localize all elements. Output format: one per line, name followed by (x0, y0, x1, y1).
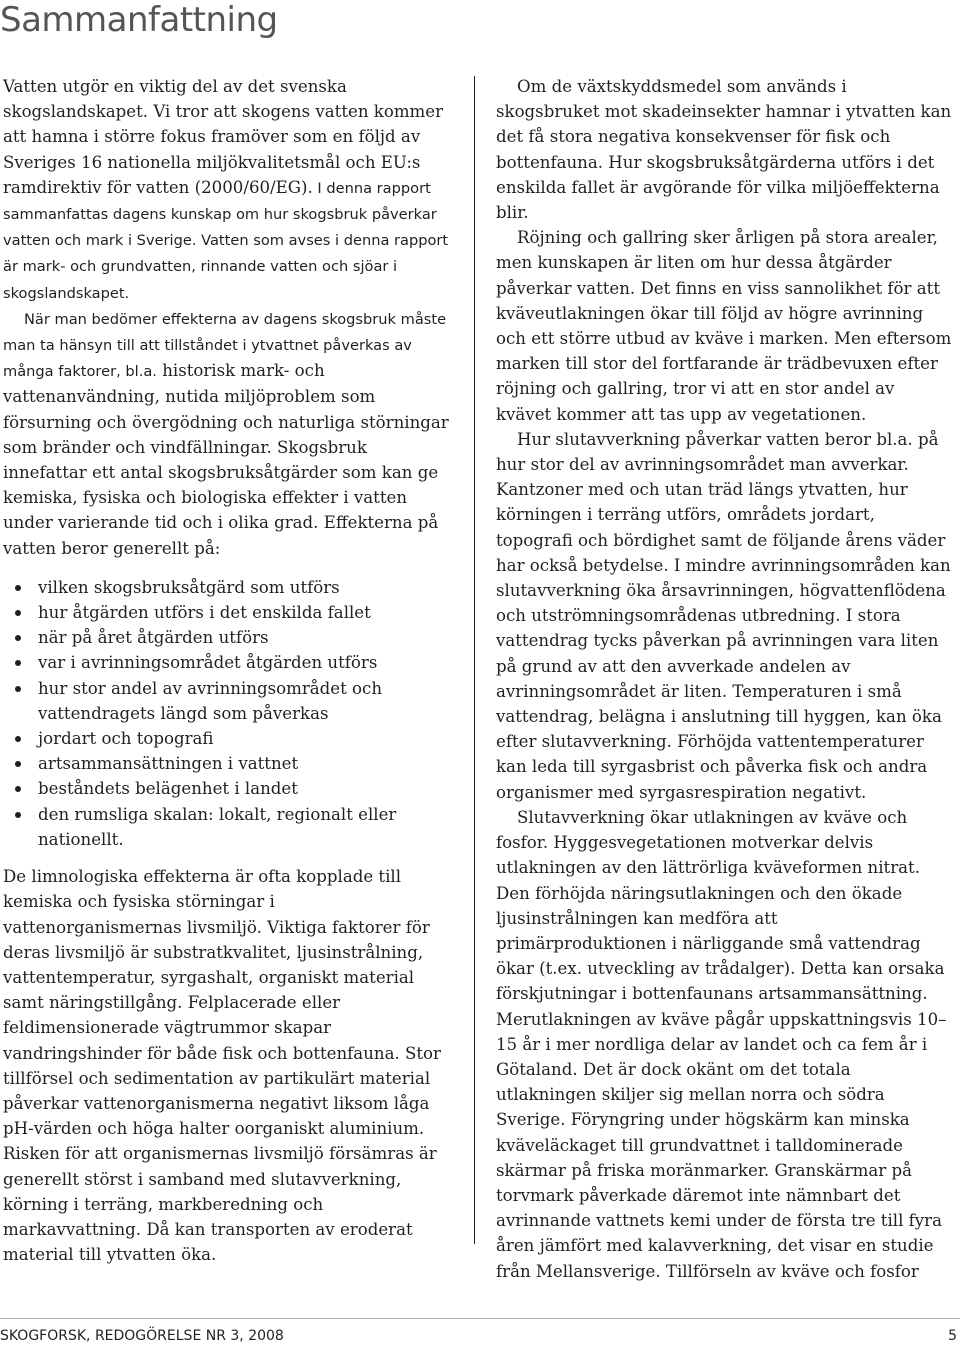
list-item: hur åtgärden utförs i det enskilda fallet (3, 600, 449, 625)
bullet-icon (15, 585, 21, 591)
left-column (3, 74, 449, 1267)
bullet-icon (15, 610, 21, 616)
list-item: beståndets belägenhet i landet (3, 776, 449, 801)
list-item: var i avrinningsområdet åtgärden utförs (3, 650, 449, 675)
list-item: den rumsliga skalan: lokalt, regionalt eller nationellt. (3, 802, 449, 852)
intro-paragraph (3, 74, 449, 306)
factor-list (3, 575, 449, 852)
bullet-icon (15, 686, 21, 692)
bullet-icon (15, 812, 21, 818)
nutrient-paragraph: Slutavverkning ökar utlakningen av kväve och fosfor. Hyggesvegetationen motverkar delvis utlakningen av den lättrörliga kväveformen nitrat. Den förhöjda näringsutlakningen och den ökade ljusinstrålningen kan medföra att primärproduktionen i närliggande små vattendrag ökar (t.ex. utveckling av trådalger). Detta kan orsaka förskjutningar i bottenfaunans artsammansättning. Merutlakningen av kväve pågår uppskattningsvis 10–15 år i mer nordliga delar av landet och ca fem år i Götaland. Det är dock okänt om det totala utlakningen skiljer sig mellan norra och södra Sverige. Föryngring under högskärm kan minska kväveläckaget till grundvattnet i talldominerade skärmar på friska moränmarker. Granskärmar på torvmark påverkade däremot inte nämnbart det avrinnande vattnets kemi under de första tre till fyra åren jämfört med kalavverkning, det visar en studie från Mellansverige. Tillförseln av kväve och fosfor (496, 807, 947, 1281)
bullet-icon (15, 635, 21, 641)
assessment-paragraph (3, 306, 449, 561)
footer-rule (0, 1318, 960, 1319)
limnology-paragraph: De limnologiska effekterna är ofta kopplade till kemiska och fysiska störningar i vattenorganismernas livsmiljö. Viktiga faktorer för deras livsmiljö är substratkvalitet, ljusinstrålning, vattentemperatur, syrgashalt, organiskt material samt näringstillgång. Felplacerade eller feldimensionerade vägtrummor skapar vandringshinder för både fisk och bottenfauna. Stor tillförsel och sedimentation av partikulärt material påverkar vattenorganismerna negativt liksom låga pH-värden och höga halter oorganiskt aluminium. Risken för att organismernas livsmiljö försämras är generellt störst i samband med slutavverkning, körning i terräng, markberedning och markavvattning. Då kan transporten av eroderat material till ytvatten öka. (3, 867, 441, 1265)
bullet-icon (15, 761, 21, 767)
right-column (496, 74, 952, 1284)
thinning-paragraph: Röjning och gallring sker årligen på stora arealer, men kunskapen är liten om hur dessa åtgärder påverkar vatten. Det finns en viss sannolikhet för att kväveutlakningen ökar till följd av högre avrinning och ett större utbud av kväve i marken. Men eftersom marken till stor del fortfarande är trädbevuxen efter röjning och gallring, tror vi att en stor andel av kvävet kommer att tas upp av vegetationen. (496, 228, 952, 424)
column-divider (474, 76, 475, 1244)
assessment-text-serif: historisk mark- och vattenanvändning, nutida miljöproblem som försurning och övergödning och naturliga störningar som bränder och vindfällningar. Skogsbruk innefattar ett antal skogsbruksåtgärder som kan ge kemiska, fysiska och biologiska effekter i vatten under varierande tid och i olika grad. Effekterna på vatten beror generellt på: (3, 361, 449, 558)
page-title: Sammanfattning (0, 0, 278, 40)
pesticide-paragraph: Om de växtskyddsmedel som används i skogsbruket mot skadeinsekter hamnar i ytvatten kan det få stora negativa konsekvenser för fisk och bottenfauna. Hur skogsbruksåtgärderna utförs i det enskilda fallet är avgörande för vilka miljöeffekterna blir. (496, 77, 952, 223)
bullet-icon (15, 786, 21, 792)
intro-text-sans: I denna rapport sammanfattas dagens kunskap om hur skogsbruk påverkar vatten och mark i Sverige. Vatten som avses i denna rapport är mark- och grundvatten, rinnande vatten och sjöar i skogslandskapet. (3, 179, 449, 302)
clearcut-paragraph: Hur slutavverkning påverkar vatten beror bl.a. på hur stor del av avrinningsområdet man avverkar. Kantzoner med och utan träd längs ytvatten, hur körningen i terräng utförs, områdets jordart, topografi och bördighet samt de följande årens väder har också betydelse. I mindre avrinningsområden kan slutavverkning öka årsavrinningen, högvattenflödena och utströmningsområdenas utbredning. I stora vattendrag tycks påverkan på avrinningen vara liten på grund av att den avverkade andelen av avrinningsområdet är liten. Temperaturen i små vattendrag, belägna i anslutning till hyggen, kan öka efter slutavverkning. Förhöjda vattentemperaturer kan leda till syrgasbrist och påverka fisk och andra organismer med syrgasrespiration negativt. (496, 429, 951, 802)
bullet-icon (15, 736, 21, 742)
list-item: hur stor andel av avrinningsområdet och vattendragets längd som påverkas (3, 676, 449, 726)
assessment-text-sans: När man bedömer effekterna av dagens skogsbruk måste man ta hänsyn till att tillståndet i ytvattnet påverkas av många faktorer, bl.a. (3, 310, 447, 381)
footer-publication: SKOGFORSK, REDOGÖRELSE NR 3, 2008 (0, 1328, 284, 1344)
list-item: vilken skogsbruksåtgärd som utförs (3, 575, 449, 600)
page-number: 5 (948, 1328, 957, 1344)
intro-text-serif: Vatten utgör en viktig del av det svenska skogslandskapet. Vi tror att skogens vatten kommer att hamna i större fokus framöver som en följd av Sveriges 16 nationella miljökvalitetsmål och EU:s ramdirektiv för vatten (2000/60/EG). (3, 77, 444, 197)
bullet-icon (15, 660, 21, 666)
list-item: artsammansättningen i vattnet (3, 751, 449, 776)
list-item: jordart och topografi (3, 726, 449, 751)
list-item: när på året åtgärden utförs (3, 625, 449, 650)
